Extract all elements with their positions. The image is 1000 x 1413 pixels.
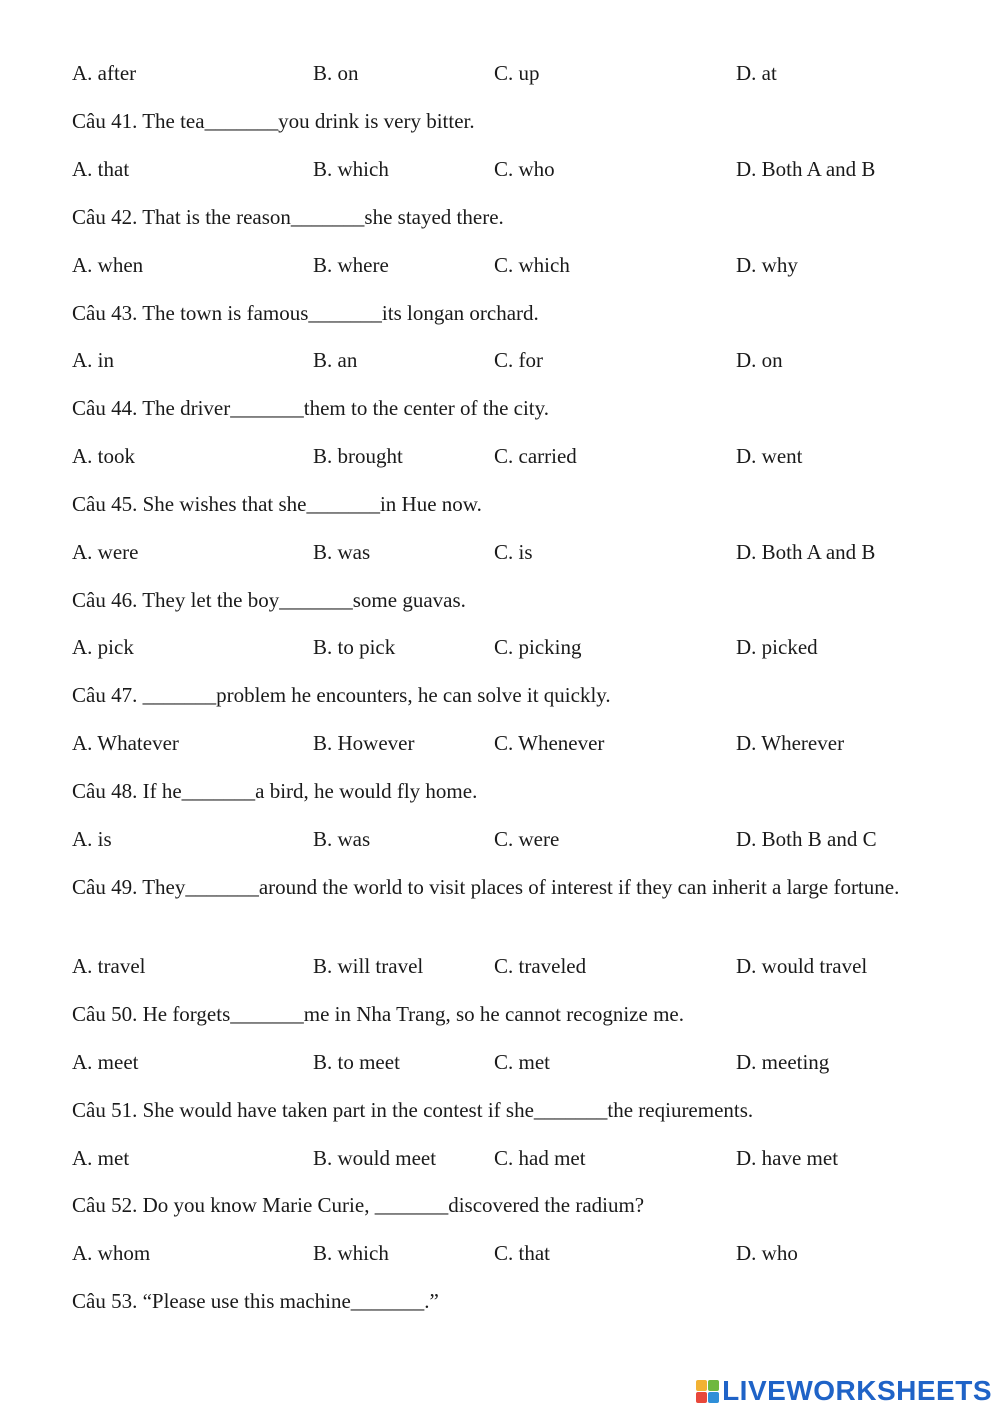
answer-options-row [72, 58, 932, 88]
answer-options-row [72, 441, 932, 471]
question-text: Câu 52. Do you know Marie Curie, _______discovered the radium? [72, 1193, 645, 1217]
question-text: Câu 50. He forgets_______me in Nha Trang, so he cannot recognize me. [72, 1002, 684, 1026]
answer-options-row [72, 537, 932, 567]
answer-options-row [72, 345, 932, 375]
answer-options-row [72, 154, 932, 184]
answer-option-a: A. travel [72, 954, 146, 978]
answer-options-row [72, 1143, 932, 1173]
question-text: Câu 49. They_______around the world to visit places of interest if they can inherit a large fortune. [72, 875, 900, 899]
answer-option-a: A. after [72, 61, 137, 85]
answer-option-a: A. that [72, 157, 130, 181]
answer-option-b: B. would meet [313, 1146, 437, 1170]
question-text: Câu 51. She would have taken part in the contest if she_______the reqiurements. [72, 1098, 754, 1122]
logo-square-3 [696, 1392, 707, 1403]
answer-option-d: D. Both B and C [736, 827, 877, 851]
answer-option-d: D. on [736, 348, 783, 372]
answer-option-b: B. on [313, 61, 359, 85]
answer-option-c: C. Whenever [494, 731, 605, 755]
answer-options-row [72, 250, 932, 280]
answer-option-d: D. who [736, 1241, 798, 1265]
answer-option-d: D. at [736, 61, 777, 85]
answer-option-b: B. an [313, 348, 358, 372]
answer-option-d: D. meeting [736, 1050, 830, 1074]
answer-option-c: C. that [494, 1241, 550, 1265]
answer-option-c: C. traveled [494, 954, 587, 978]
question-text: Câu 43. The town is famous_______its longan orchard. [72, 301, 539, 325]
answer-option-a: A. is [72, 827, 112, 851]
answer-option-a: A. meet [72, 1050, 139, 1074]
answer-option-a: A. in [72, 348, 114, 372]
answer-options-row [72, 632, 932, 662]
answer-option-c: C. picking [494, 635, 582, 659]
answer-options-row [72, 824, 932, 854]
answer-option-d: D. Wherever [736, 731, 845, 755]
answer-option-a: A. pick [72, 635, 134, 659]
question-text: Câu 45. She wishes that she_______in Hue now. [72, 492, 482, 516]
answer-option-b: B. was [313, 540, 371, 564]
logo-text: LIVEWORKSHEETS [722, 1375, 992, 1406]
answer-option-c: C. which [494, 253, 570, 277]
answer-option-a: A. Whatever [72, 731, 179, 755]
answer-options-row [72, 728, 932, 758]
answer-option-b: B. which [313, 157, 389, 181]
logo-square-2 [708, 1380, 719, 1391]
answer-option-d: D. Both A and B [736, 540, 876, 564]
question-text: Câu 47. _______problem he encounters, he can solve it quickly. [72, 683, 611, 707]
answer-option-b: B. brought [313, 444, 403, 468]
liveworksheets-logo [696, 1375, 992, 1407]
answer-option-d: D. picked [736, 635, 818, 659]
answer-options-row [72, 1047, 932, 1077]
logo-square-4 [708, 1392, 719, 1403]
liveworksheets-logo-icon [696, 1380, 719, 1403]
answer-option-b: B. to pick [313, 635, 396, 659]
answer-option-d: D. have met [736, 1146, 839, 1170]
answer-option-a: A. took [72, 444, 135, 468]
answer-option-c: C. met [494, 1050, 550, 1074]
answer-option-c: C. were [494, 827, 560, 851]
answer-option-c: C. up [494, 61, 540, 85]
answer-option-c: C. who [494, 157, 555, 181]
question-text: Câu 44. The driver_______them to the center of the city. [72, 396, 550, 420]
logo-square-1 [696, 1380, 707, 1391]
question-text: Câu 48. If he_______a bird, he would fly home. [72, 779, 478, 803]
question-text: Câu 42. That is the reason_______she stayed there. [72, 205, 504, 229]
answer-option-b: B. will travel [313, 954, 424, 978]
answer-option-d: D. why [736, 253, 798, 277]
question-text: Câu 46. They let the boy_______some guavas. [72, 588, 466, 612]
answer-option-b: B. where [313, 253, 389, 277]
question-text: Câu 53. “Please use this machine_______.” [72, 1289, 439, 1313]
answer-option-b: B. to meet [313, 1050, 400, 1074]
answer-option-a: A. when [72, 253, 144, 277]
answer-option-c: C. had met [494, 1146, 586, 1170]
answer-option-c: C. for [494, 348, 543, 372]
answer-option-a: A. were [72, 540, 139, 564]
answer-option-d: D. Both A and B [736, 157, 876, 181]
answer-option-b: B. However [313, 731, 415, 755]
answer-option-d: D. would travel [736, 954, 868, 978]
answer-option-a: A. met [72, 1146, 130, 1170]
answer-options-row [72, 951, 932, 981]
answer-option-c: C. is [494, 540, 533, 564]
question-text: Câu 41. The tea_______you drink is very bitter. [72, 109, 475, 133]
answer-option-d: D. went [736, 444, 803, 468]
answer-option-c: C. carried [494, 444, 577, 468]
answer-option-b: B. was [313, 827, 371, 851]
answer-option-b: B. which [313, 1241, 389, 1265]
answer-options-row [72, 1238, 932, 1268]
answer-option-a: A. whom [72, 1241, 151, 1265]
